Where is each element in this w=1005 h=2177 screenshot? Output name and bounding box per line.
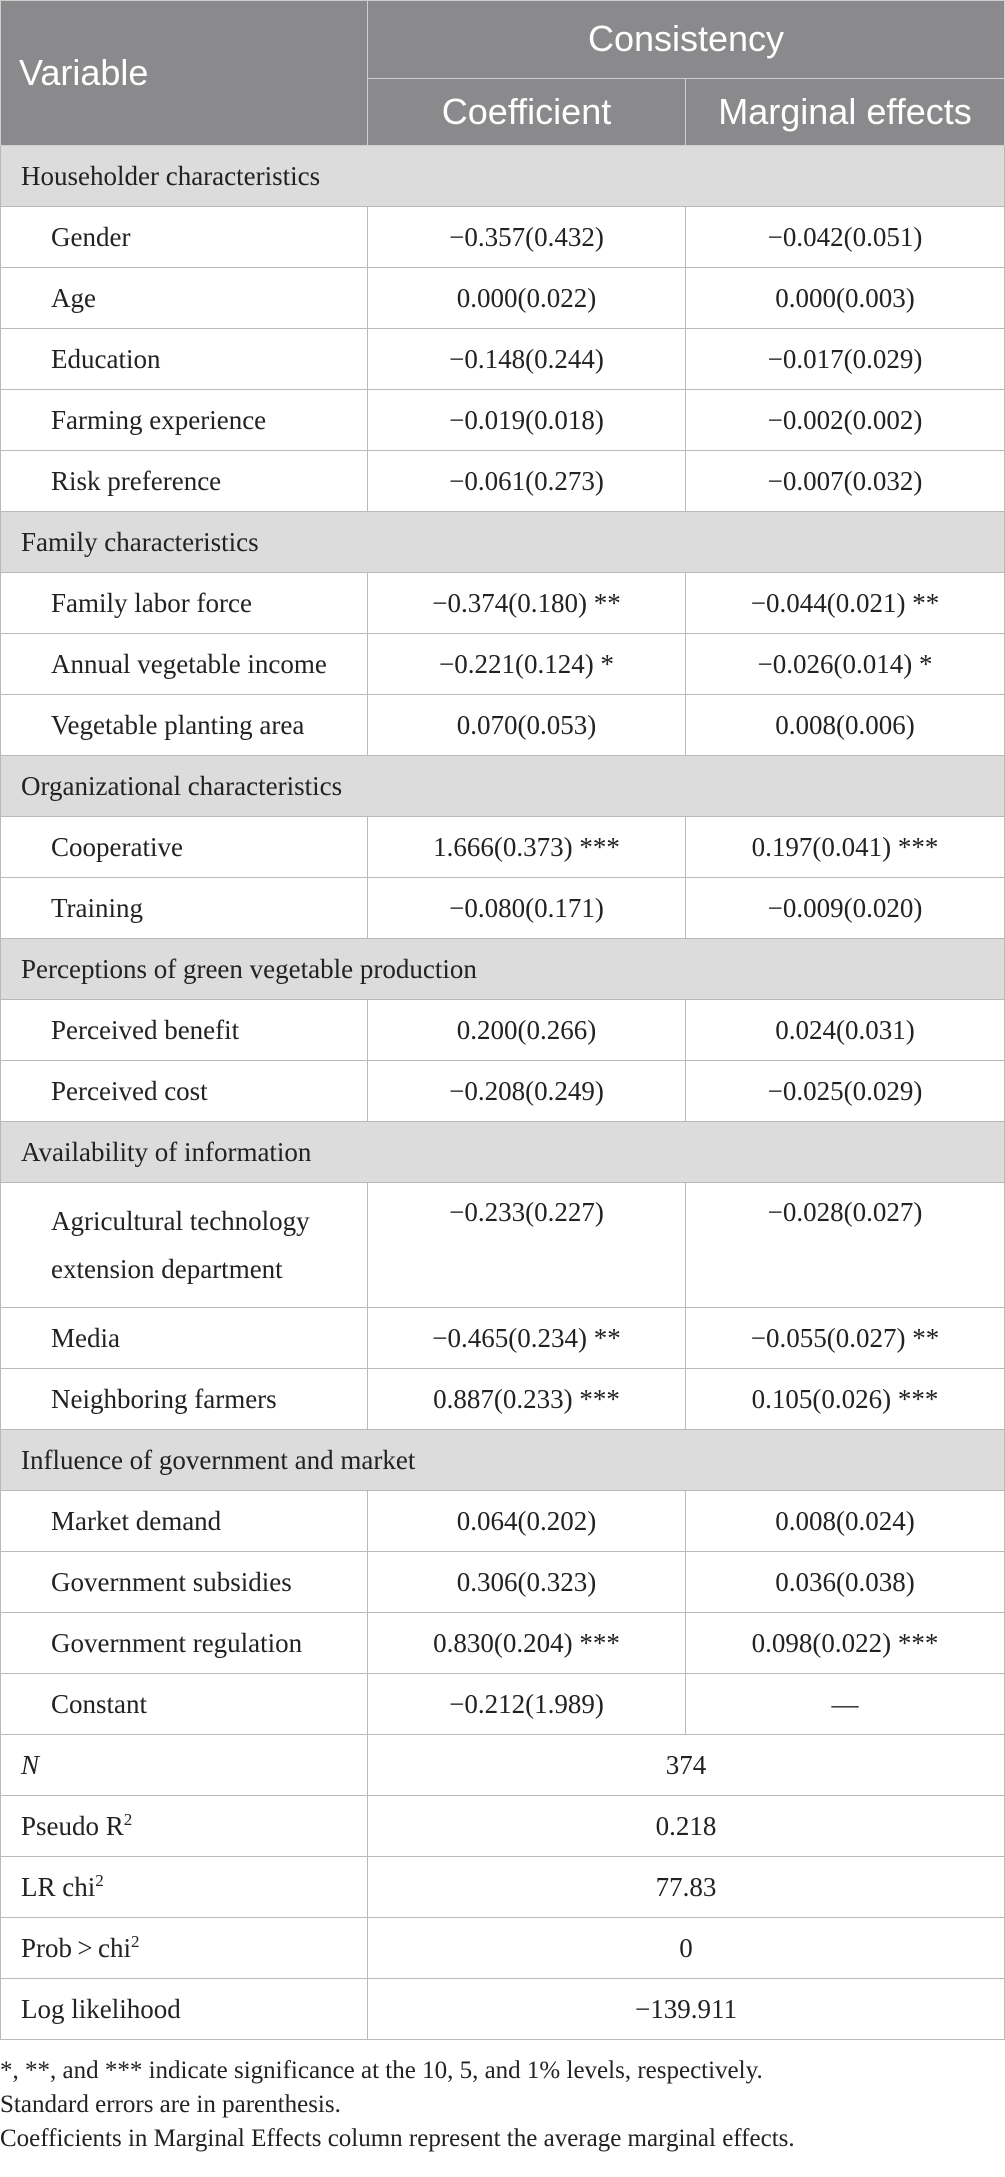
table-row: [1, 573, 1005, 634]
stat-label: [1, 1735, 368, 1796]
coefficient-cell: 0.070(0.053): [368, 695, 686, 756]
marginal-cell: −0.002(0.002): [686, 390, 1005, 451]
coefficient-cell: −0.148(0.244): [368, 329, 686, 390]
marginal-cell: 0.098(0.022) ***: [686, 1613, 1005, 1674]
table-row: [1, 390, 1005, 451]
pseudo-label: Pseudo R: [21, 1810, 124, 1841]
marginal-cell: 0.000(0.003): [686, 268, 1005, 329]
prob-label: Prob > chi: [21, 1932, 132, 1963]
marginal-effects-header: Marginal effects: [686, 78, 1005, 145]
consistency-header: Consistency: [368, 1, 1005, 79]
section-row: [1, 1122, 1005, 1183]
coefficient-cell: −0.061(0.273): [368, 451, 686, 512]
marginal-cell: −0.042(0.051): [686, 207, 1005, 268]
table-row: [1, 817, 1005, 878]
marginal-cell: 0.008(0.006): [686, 695, 1005, 756]
coefficient-cell: 0.830(0.204) ***: [368, 1613, 686, 1674]
coefficient-cell: −0.019(0.018): [368, 390, 686, 451]
stat-row-n: [1, 1735, 1005, 1796]
section-row: [1, 146, 1005, 207]
table-row: [1, 1308, 1005, 1369]
stat-row-log-likelihood: [1, 1979, 1005, 2040]
stat-value: 374: [368, 1735, 1005, 1796]
footnote-standard-errors: Standard errors are in parenthesis.: [0, 2091, 341, 2118]
stat-value: 0: [368, 1918, 1005, 1979]
section-title: Perceptions of green vegetable production: [1, 939, 1005, 1000]
coefficient-cell: 0.000(0.022): [368, 268, 686, 329]
row-label: Market demand: [1, 1491, 368, 1552]
coefficient-cell: 0.887(0.233) ***: [368, 1369, 686, 1430]
section-title: Influence of government and market: [1, 1430, 1005, 1491]
marginal-cell: 0.036(0.038): [686, 1552, 1005, 1613]
section-row: [1, 512, 1005, 573]
stat-label: [1, 1857, 368, 1918]
row-label: Vegetable planting area: [1, 695, 368, 756]
coefficient-cell: −0.221(0.124) *: [368, 634, 686, 695]
coefficient-cell: −0.212(1.989): [368, 1674, 686, 1735]
row-label: Training: [1, 878, 368, 939]
footnote-significance: *, **, and *** indicate significance at the 10, 5, and 1% levels, respectively.: [0, 2057, 763, 2084]
table-row: [1, 329, 1005, 390]
row-label: Education: [1, 329, 368, 390]
pseudo-sup: 2: [123, 1809, 133, 1829]
marginal-cell: −0.055(0.027) **: [686, 1308, 1005, 1369]
row-label: Government subsidies: [1, 1552, 368, 1613]
table-row: [1, 634, 1005, 695]
table-row: [1, 1613, 1005, 1674]
table-footnotes: [0, 2054, 1005, 2156]
stat-value: 77.83: [368, 1857, 1005, 1918]
row-label: Perceived cost: [1, 1061, 368, 1122]
row-label: Media: [1, 1308, 368, 1369]
table-row: [1, 1552, 1005, 1613]
coefficient-cell: 0.200(0.266): [368, 1000, 686, 1061]
section-title: Organizational characteristics: [1, 756, 1005, 817]
marginal-cell: −0.007(0.032): [686, 451, 1005, 512]
row-label: Constant: [1, 1674, 368, 1735]
row-label: Government regulation: [1, 1613, 368, 1674]
marginal-cell: 0.008(0.024): [686, 1491, 1005, 1552]
coefficient-cell: −0.357(0.432): [368, 207, 686, 268]
lr-label: LR chi: [21, 1871, 96, 1902]
stat-value: −139.911: [368, 1979, 1005, 2040]
row-label: Agricultural technology extension department: [1, 1183, 368, 1308]
section-row: [1, 939, 1005, 1000]
section-title: Family characteristics: [1, 512, 1005, 573]
row-label: Gender: [1, 207, 368, 268]
table-row: [1, 1183, 1005, 1308]
marginal-cell: −0.028(0.027): [686, 1183, 1005, 1308]
table-row: [1, 268, 1005, 329]
table-body: [1, 146, 1005, 2040]
table-header: [1, 1, 1005, 146]
marginal-cell: 0.197(0.041) ***: [686, 817, 1005, 878]
row-label: Age: [1, 268, 368, 329]
stat-row-pseudo-r2: [1, 1796, 1005, 1857]
coefficient-cell: −0.465(0.234) **: [368, 1308, 686, 1369]
table-row: [1, 1369, 1005, 1430]
table-row: [1, 451, 1005, 512]
stat-row-prob-chi2: [1, 1918, 1005, 1979]
marginal-cell: 0.024(0.031): [686, 1000, 1005, 1061]
stat-value: 0.218: [368, 1796, 1005, 1857]
section-title: Householder characteristics: [1, 146, 1005, 207]
marginal-cell: −0.009(0.020): [686, 878, 1005, 939]
marginal-cell: −0.017(0.029): [686, 329, 1005, 390]
coefficient-header: Coefficient: [368, 78, 686, 145]
coefficient-cell: −0.374(0.180) **: [368, 573, 686, 634]
table-row: [1, 207, 1005, 268]
stat-label: [1, 1918, 368, 1979]
lr-sup: 2: [95, 1870, 104, 1890]
coefficient-cell: −0.233(0.227): [368, 1183, 686, 1308]
section-row: [1, 1430, 1005, 1491]
marginal-cell: −0.026(0.014) *: [686, 634, 1005, 695]
table-row: [1, 1000, 1005, 1061]
variable-header: Variable: [1, 1, 368, 146]
marginal-cell: 0.105(0.026) ***: [686, 1369, 1005, 1430]
stat-label: [1, 1796, 368, 1857]
marginal-cell: −0.025(0.029): [686, 1061, 1005, 1122]
row-label: Risk preference: [1, 451, 368, 512]
coefficient-cell: 0.064(0.202): [368, 1491, 686, 1552]
coefficient-cell: 1.666(0.373) ***: [368, 817, 686, 878]
row-label: Family labor force: [1, 573, 368, 634]
marginal-cell: −0.044(0.021) **: [686, 573, 1005, 634]
coefficient-cell: 0.306(0.323): [368, 1552, 686, 1613]
stat-label: Log likelihood: [1, 1979, 368, 2040]
table-row: [1, 1061, 1005, 1122]
table-row: [1, 878, 1005, 939]
table-row: [1, 1674, 1005, 1735]
marginal-cell: —: [686, 1674, 1005, 1735]
coefficient-cell: −0.208(0.249): [368, 1061, 686, 1122]
row-label: Annual vegetable income: [1, 634, 368, 695]
section-title: Availability of information: [1, 1122, 1005, 1183]
footnote-marginal-effects: Coefficients in Marginal Effects column represent the average marginal effects.: [0, 2125, 795, 2152]
row-label: Neighboring farmers: [1, 1369, 368, 1430]
row-label: Perceived benefit: [1, 1000, 368, 1061]
row-label: Cooperative: [1, 817, 368, 878]
table-row: [1, 695, 1005, 756]
n-label: N: [21, 1749, 40, 1780]
row-label: Farming experience: [1, 390, 368, 451]
table-row: [1, 1491, 1005, 1552]
section-row: [1, 756, 1005, 817]
coefficient-cell: −0.080(0.171): [368, 878, 686, 939]
prob-sup: 2: [131, 1931, 140, 1951]
stat-row-lr-chi2: [1, 1857, 1005, 1918]
